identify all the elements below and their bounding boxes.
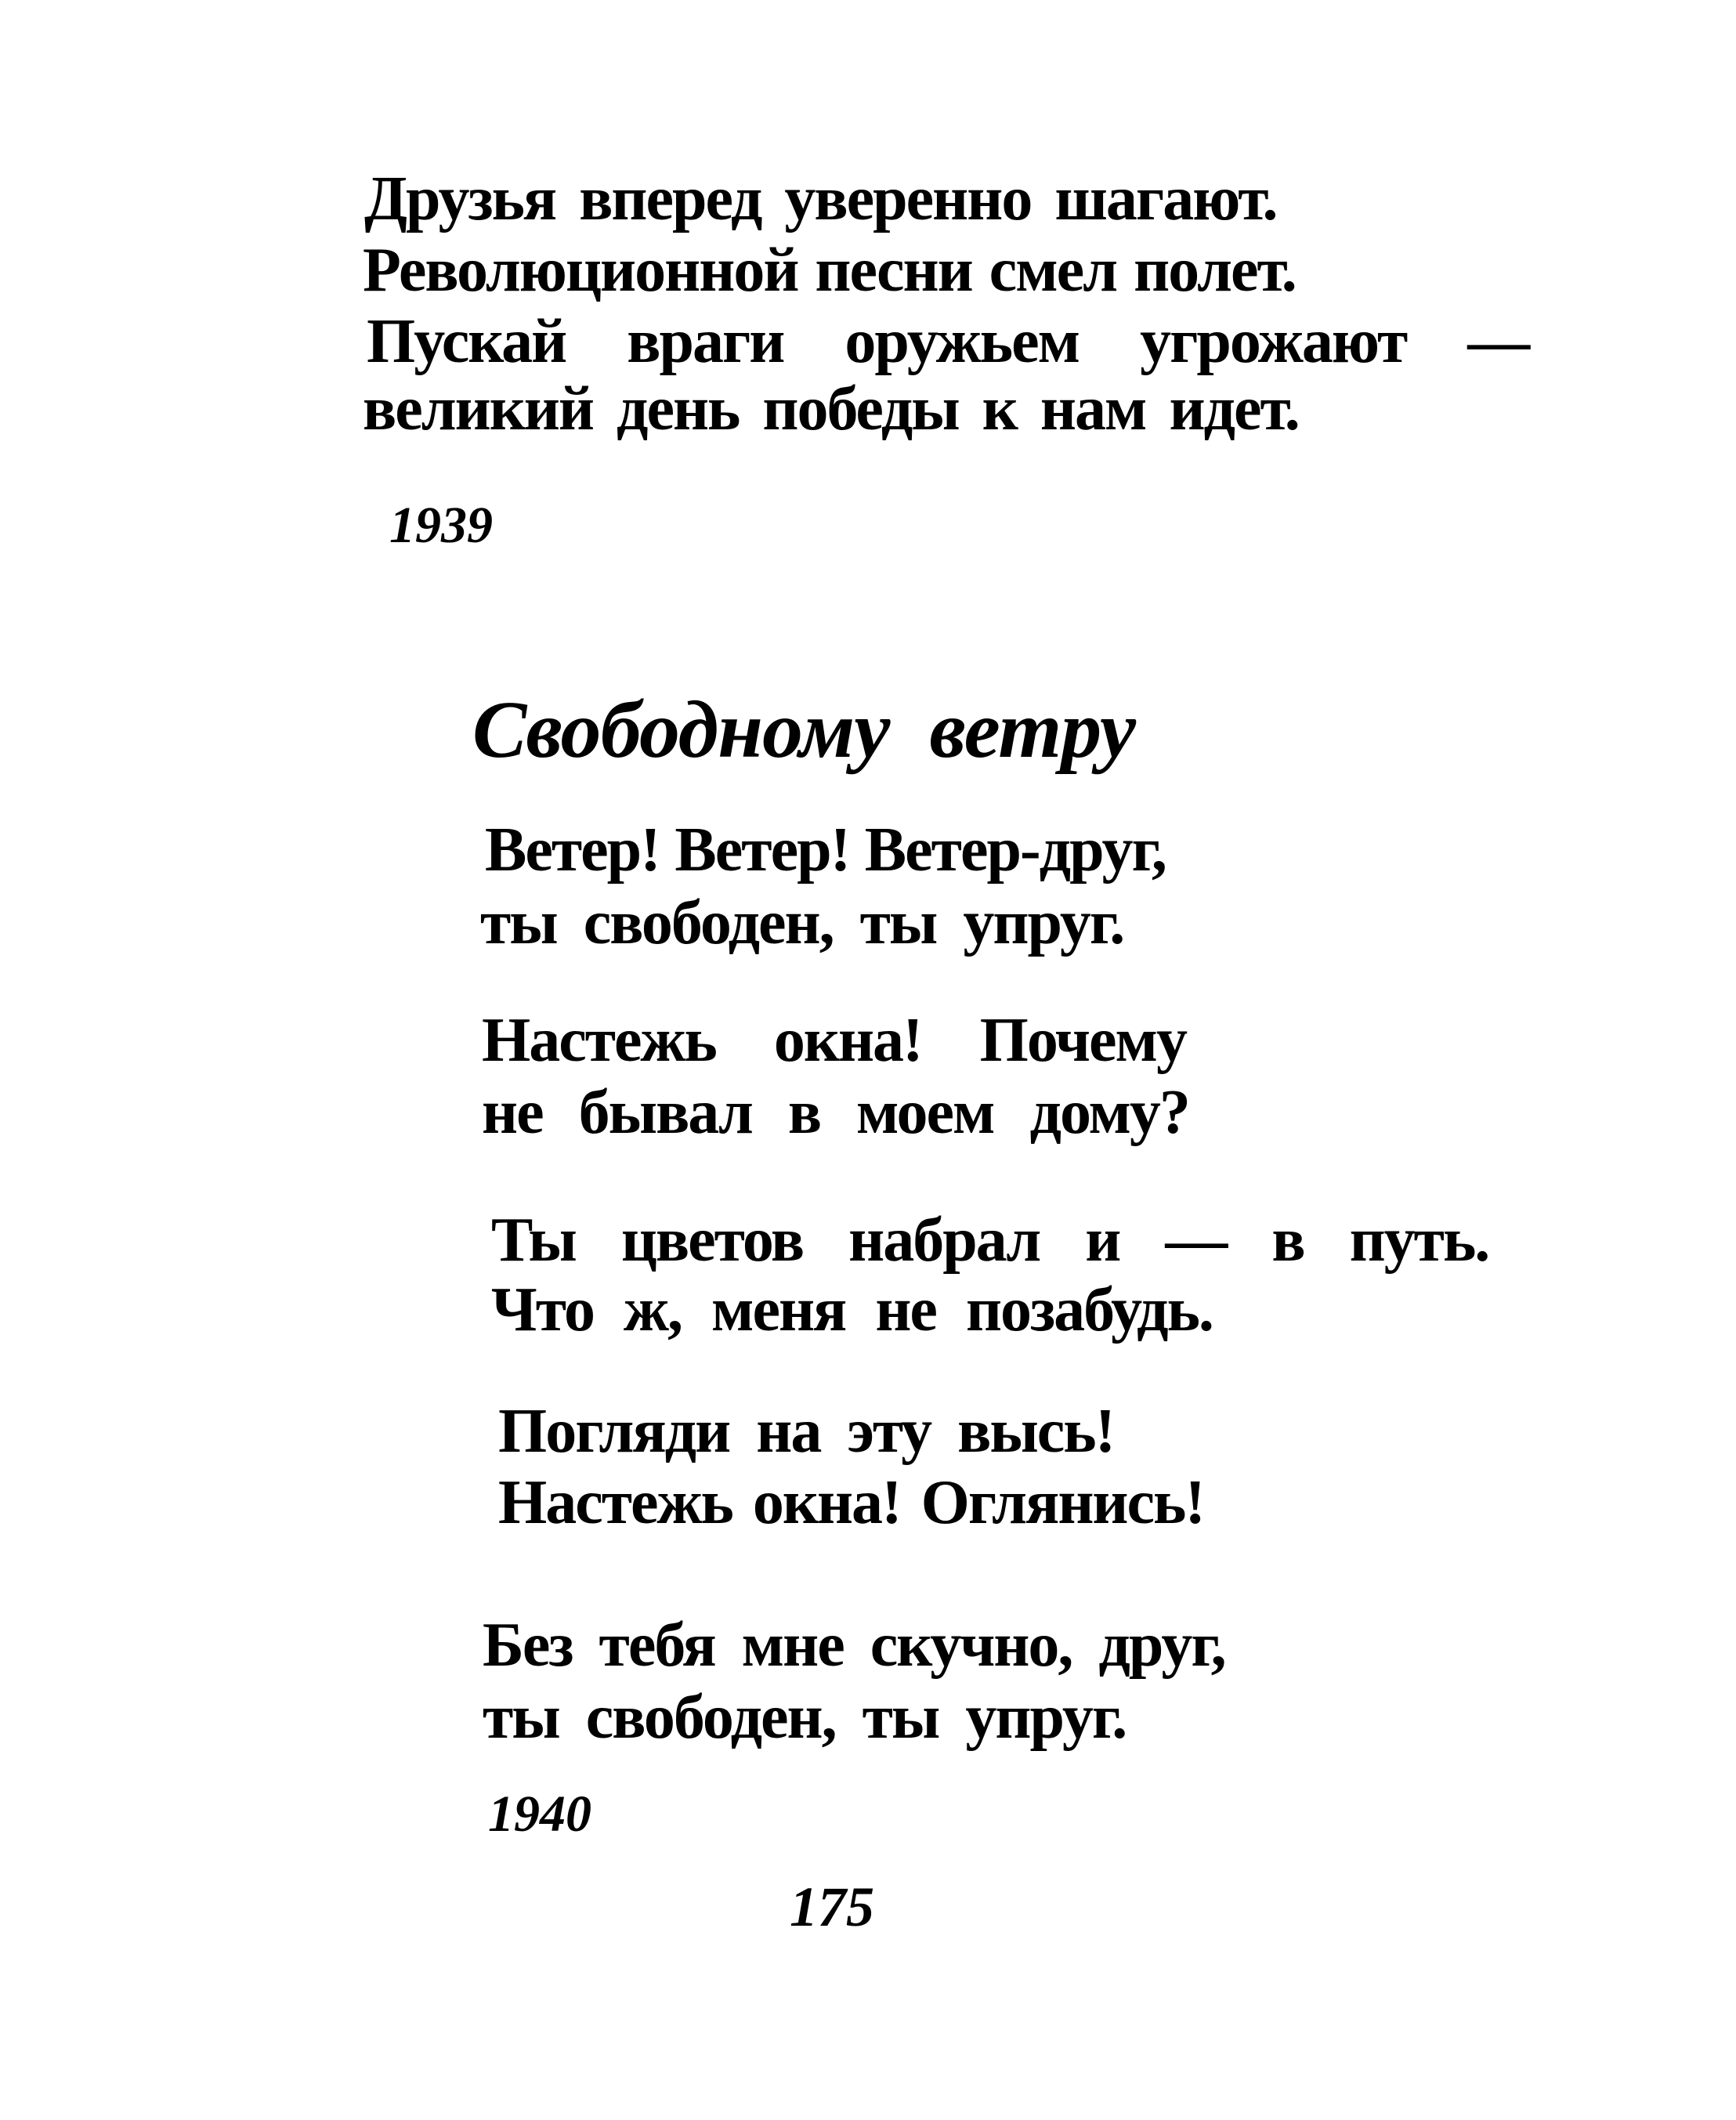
- poem-stanza-2-line-1: Настежь окна! Почему: [482, 1006, 1186, 1075]
- current-poem-date: 1940: [488, 1785, 591, 1843]
- previous-poem-line-3: Пускай враги оружьем угрожают —: [367, 307, 1529, 376]
- poem-stanza-3-line-1: Ты цветов набрал и — в путь.: [491, 1206, 1489, 1275]
- poem-stanza-1-line-1: Ветер! Ветер! Ветер-друг,: [485, 816, 1166, 885]
- poem-stanza-4-line-2: Настежь окна! Оглянись!: [498, 1468, 1204, 1537]
- poem-stanza-5-line-1: Без тебя мне скучно, друг,: [483, 1611, 1225, 1680]
- poem-stanza-2-line-2: не бывал в моем дому?: [482, 1078, 1189, 1147]
- poem-stanza-4-line-1: Погляди на эту высь!: [498, 1397, 1115, 1466]
- poem-stanza-1-line-2: ты свободен, ты упруг.: [480, 888, 1124, 957]
- previous-poem-line-4: великий день победы к нам идет.: [363, 374, 1299, 443]
- poem-title: Свободному ветру: [472, 685, 1136, 775]
- page-number: 175: [790, 1876, 874, 1938]
- previous-poem-date: 1939: [389, 497, 493, 554]
- poem-stanza-3-line-2: Что ж, меня не позабудь.: [491, 1275, 1213, 1344]
- previous-poem-line-1: Друзья вперед уверенно шагают.: [364, 165, 1277, 233]
- previous-poem-line-2: Революционной песни смел полет.: [363, 236, 1296, 305]
- poem-stanza-5-line-2: ты свободен, ты упруг.: [483, 1683, 1127, 1752]
